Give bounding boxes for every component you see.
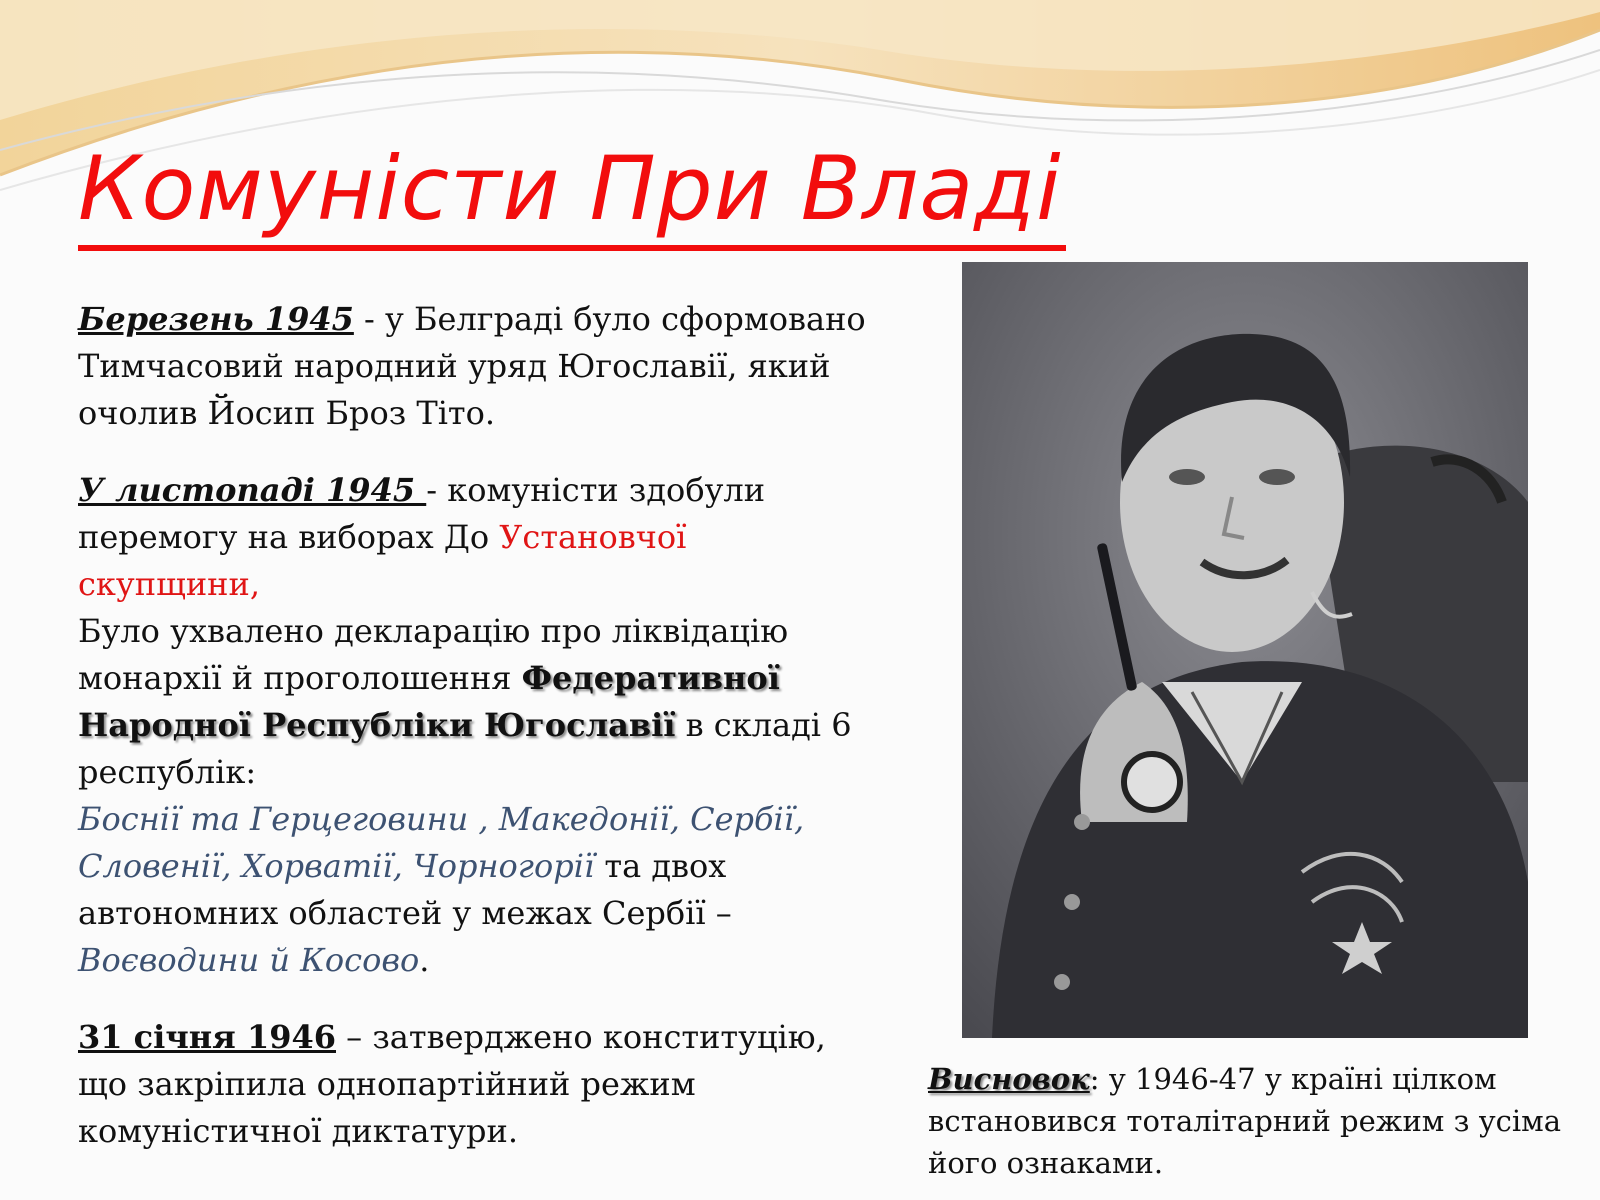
text-constituent-assembly: Установчої скупщини, bbox=[78, 518, 687, 603]
text-six-republics: в складі 6 республік: bbox=[78, 706, 852, 791]
text-declaration: Було ухвалено декларацію про ліквідацію монархії й проголошення bbox=[78, 612, 789, 697]
date-march-1945: Березень 1945 bbox=[78, 300, 354, 338]
conclusion-text: : у 1946-47 у країні цілком встановився тоталітарний режим з усіма його ознаками. bbox=[928, 1062, 1562, 1180]
text-provisional-government: - у Белграді було сформовано Тимчасовий народний уряд Югославії, який очолив Йосип Броз Тіто. bbox=[78, 300, 866, 432]
conclusion-block bbox=[928, 1058, 1568, 1184]
text-constitution: – затверджено конституцію, що закріпила однопартійний режим комуністичної диктатури. bbox=[78, 1018, 826, 1150]
main-text-block bbox=[78, 296, 868, 1185]
paragraph-march-1945 bbox=[78, 296, 868, 437]
text-federative-republic: Федеративної Народної Республіки Югославії bbox=[78, 659, 780, 744]
text-period: . bbox=[419, 941, 430, 979]
date-november-1945: У листопаді 1945 bbox=[78, 471, 427, 509]
text-elections: - комуністи здобули перемогу на виборах До bbox=[78, 471, 766, 556]
portrait-photo-icon bbox=[962, 262, 1528, 1038]
paragraph-november-1945 bbox=[78, 467, 868, 984]
text-republics-list: Боснії та Герцеговини , Македонії, Сербії, Словенії, Хорватії, Чорногорії bbox=[78, 800, 805, 885]
date-january-1946: 31 січня 1946 bbox=[78, 1018, 336, 1056]
portrait-photo bbox=[962, 262, 1528, 1038]
conclusion-label: Висновок bbox=[928, 1062, 1090, 1096]
text-provinces-list: Воєводини й Косово bbox=[78, 941, 420, 979]
slide-title: Комуністи При Владі bbox=[78, 138, 1066, 251]
paragraph-january-1946 bbox=[78, 1014, 868, 1155]
text-autonomous-regions: та двох автономних областей у межах Сербії – bbox=[78, 847, 732, 932]
